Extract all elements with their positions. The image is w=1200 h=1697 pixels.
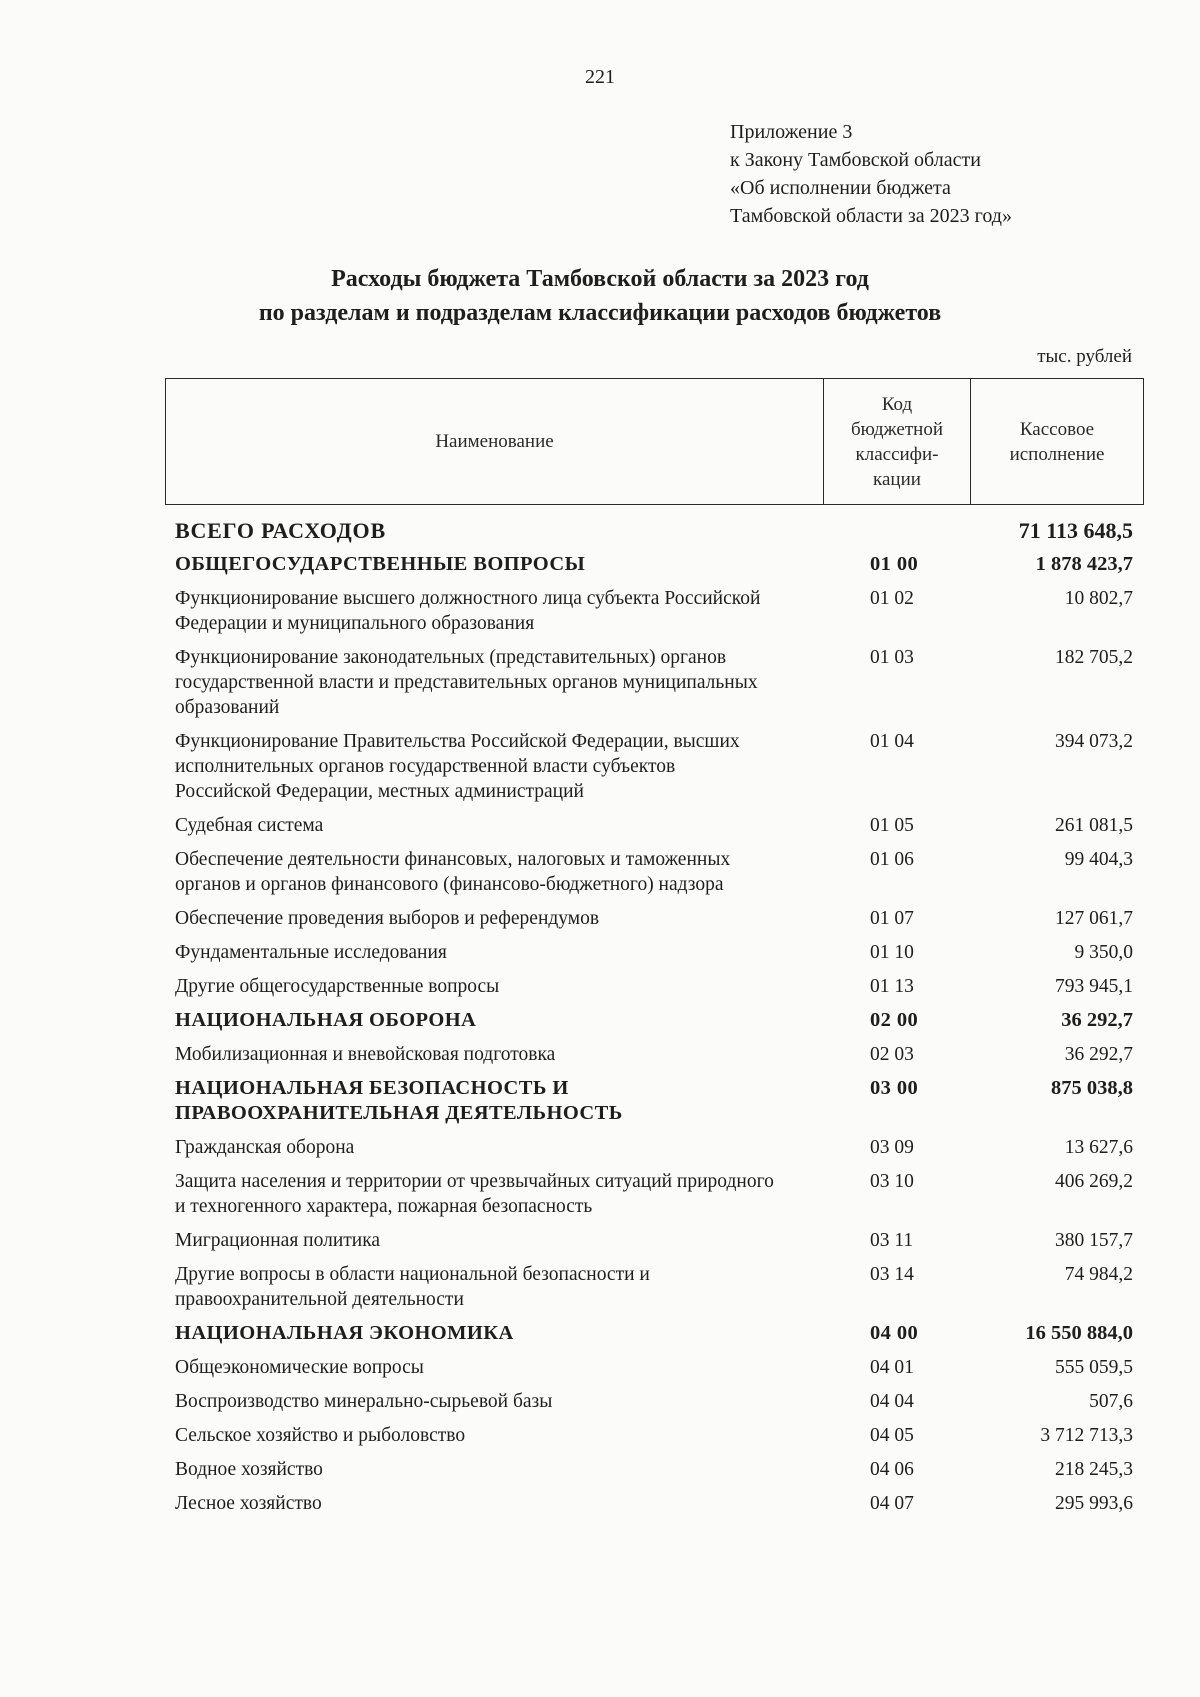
- table-header: [165, 378, 1144, 505]
- section-row: [175, 552, 1133, 586]
- header-amount-line: Кассовое: [1019, 418, 1095, 440]
- row-amount: 1 878 423,7: [1035, 553, 1133, 575]
- appendix-line: к Закону Тамбовской области: [730, 149, 981, 171]
- row-amount: 380 157,7: [1055, 1230, 1133, 1251]
- row-amount: 261 081,5: [1055, 815, 1133, 836]
- table-row: [175, 813, 1133, 847]
- row-code: 01 05: [870, 815, 914, 836]
- row-name: Обеспечение деятельности финансовых, налоговых и таможенных органов и органов финансового (финансово-бюджетного) надзора: [175, 849, 731, 895]
- row-code: 03 09: [870, 1137, 914, 1158]
- expense-rows: [175, 518, 1133, 1525]
- row-amount: 36 292,7: [1061, 1009, 1133, 1031]
- appendix-line: Приложение 3: [730, 121, 853, 143]
- section-row: [175, 1008, 1133, 1042]
- row-amount: 127 061,7: [1055, 908, 1133, 929]
- row-name: Другие общегосударственные вопросы: [175, 976, 500, 997]
- row-code: 04 05: [870, 1425, 914, 1446]
- row-code: 03 00: [870, 1077, 919, 1099]
- table-row: [175, 847, 1133, 906]
- total-row: [175, 518, 1133, 552]
- row-amount: 3 712 713,3: [1040, 1425, 1133, 1446]
- row-code: 03 10: [870, 1171, 914, 1192]
- appendix-reference: [730, 118, 1012, 230]
- row-name: ВСЕГО РАСХОДОВ: [175, 518, 386, 543]
- row-code: 01 07: [870, 908, 914, 929]
- row-code: 04 07: [870, 1493, 914, 1514]
- row-amount: 10 802,7: [1064, 588, 1133, 609]
- row-code: 01 02: [870, 588, 914, 609]
- row-amount: 36 292,7: [1064, 1044, 1133, 1065]
- title-line: по разделам и подразделам классификации расходов бюджетов: [258, 300, 942, 326]
- row-name: НАЦИОНАЛЬНАЯ БЕЗОПАСНОСТЬ И ПРАВООХРАНИТЕЛЬНАЯ ДЕЯТЕЛЬНОСТЬ: [175, 1077, 623, 1124]
- row-code: 04 06: [870, 1459, 914, 1480]
- row-name: Функционирование Правительства Российской Федерации, высших исполнительных органов государственной власти субъектов Российской Федерации, местных администраций: [175, 731, 740, 802]
- table-row: [175, 1228, 1133, 1262]
- row-amount: 875 038,8: [1051, 1077, 1133, 1099]
- row-name: Фундаментальные исследования: [175, 942, 447, 963]
- row-name: Судебная система: [175, 815, 324, 836]
- table-row: [175, 1423, 1133, 1457]
- table-row: [175, 1389, 1133, 1423]
- header-code-line: кации: [873, 468, 921, 490]
- row-amount: 394 073,2: [1055, 731, 1133, 752]
- table-row: [175, 1169, 1133, 1228]
- row-name: Защита населения и территории от чрезвычайных ситуаций природного и техногенного характера, пожарная безопасность: [175, 1171, 774, 1217]
- appendix-line: «Об исполнении бюджета: [730, 177, 951, 199]
- row-code: 01 03: [870, 647, 914, 668]
- row-amount: 406 269,2: [1055, 1171, 1133, 1192]
- row-amount: 793 945,1: [1055, 976, 1133, 997]
- table-row: [175, 1262, 1133, 1321]
- row-name: Мобилизационная и вневойсковая подготовка: [175, 1044, 556, 1065]
- row-name: Функционирование законодательных (представительных) органов государственной власти и представительных органов муниципальных образований: [175, 647, 758, 718]
- section-row: [175, 1076, 1133, 1135]
- table-row: [175, 729, 1133, 813]
- table-row: [175, 1457, 1133, 1491]
- table-row: [175, 974, 1133, 1008]
- row-code: 04 00: [870, 1322, 919, 1344]
- row-name: НАЦИОНАЛЬНАЯ ЭКОНОМИКА: [175, 1322, 514, 1344]
- row-name: Обеспечение проведения выборов и референдумов: [175, 908, 600, 929]
- row-code: 01 13: [870, 976, 914, 997]
- row-code: 01 00: [870, 553, 919, 575]
- row-name: Общеэкономические вопросы: [175, 1357, 424, 1378]
- row-code: 02 03: [870, 1044, 914, 1065]
- row-name: Миграционная политика: [175, 1230, 381, 1251]
- header-code-line: Код: [881, 393, 913, 415]
- row-amount: 507,6: [1089, 1391, 1133, 1412]
- row-name: Сельское хозяйство и рыболовство: [175, 1425, 466, 1446]
- row-amount: 182 705,2: [1055, 647, 1133, 668]
- row-name: Функционирование высшего должностного лица субъекта Российской Федерации и муниципального образования: [175, 588, 761, 634]
- units-label: тыс. рублей: [1037, 346, 1132, 367]
- row-name: Водное хозяйство: [175, 1459, 323, 1480]
- row-code: 01 10: [870, 942, 914, 963]
- row-code: 01 06: [870, 849, 914, 870]
- row-amount: 99 404,3: [1064, 849, 1133, 870]
- header-name: Наименование: [166, 379, 824, 505]
- page-number: 221: [585, 66, 615, 88]
- row-amount: 74 984,2: [1064, 1264, 1133, 1285]
- table-row: [175, 1135, 1133, 1169]
- row-name: НАЦИОНАЛЬНАЯ ОБОРОНА: [175, 1009, 477, 1031]
- appendix-line: Тамбовской области за 2023 год»: [730, 205, 1012, 227]
- row-amount: 71 113 648,5: [1018, 518, 1133, 543]
- header-code: [824, 379, 971, 505]
- row-amount: 9 350,0: [1074, 942, 1133, 963]
- table-row: [175, 940, 1133, 974]
- table-row: [175, 1042, 1133, 1076]
- row-code: 03 14: [870, 1264, 914, 1285]
- row-name: Воспроизводство минерально-сырьевой базы: [175, 1391, 553, 1412]
- table-row: [175, 906, 1133, 940]
- row-amount: 13 627,6: [1064, 1137, 1133, 1158]
- row-amount: 555 059,5: [1055, 1357, 1133, 1378]
- header-code-line: классифи-: [855, 443, 939, 465]
- title-line: Расходы бюджета Тамбовской области за 2023 год: [331, 266, 869, 292]
- row-amount: 295 993,6: [1055, 1493, 1133, 1514]
- row-name: Гражданская оборона: [175, 1137, 355, 1158]
- row-code: 01 04: [870, 731, 914, 752]
- table-row: [175, 1491, 1133, 1525]
- row-code: 04 04: [870, 1391, 914, 1412]
- table-row: [175, 645, 1133, 729]
- header-code-line: бюджетной: [850, 418, 943, 440]
- table-row: [175, 586, 1133, 645]
- row-code: 02 00: [870, 1009, 919, 1031]
- row-code: 03 11: [870, 1230, 914, 1251]
- header-amount-line: исполнение: [1009, 443, 1105, 465]
- table-row: [175, 1355, 1133, 1389]
- section-row: [175, 1321, 1133, 1355]
- row-amount: 218 245,3: [1055, 1459, 1133, 1480]
- row-name: Лесное хозяйство: [175, 1493, 322, 1514]
- header-amount: [971, 379, 1144, 505]
- row-name: ОБЩЕГОСУДАРСТВЕННЫЕ ВОПРОСЫ: [175, 553, 586, 575]
- document-title: [0, 262, 1200, 330]
- row-name: Другие вопросы в области национальной безопасности и правоохранительной деятельности: [175, 1264, 650, 1310]
- row-amount: 16 550 884,0: [1025, 1322, 1133, 1344]
- row-code: 04 01: [870, 1357, 914, 1378]
